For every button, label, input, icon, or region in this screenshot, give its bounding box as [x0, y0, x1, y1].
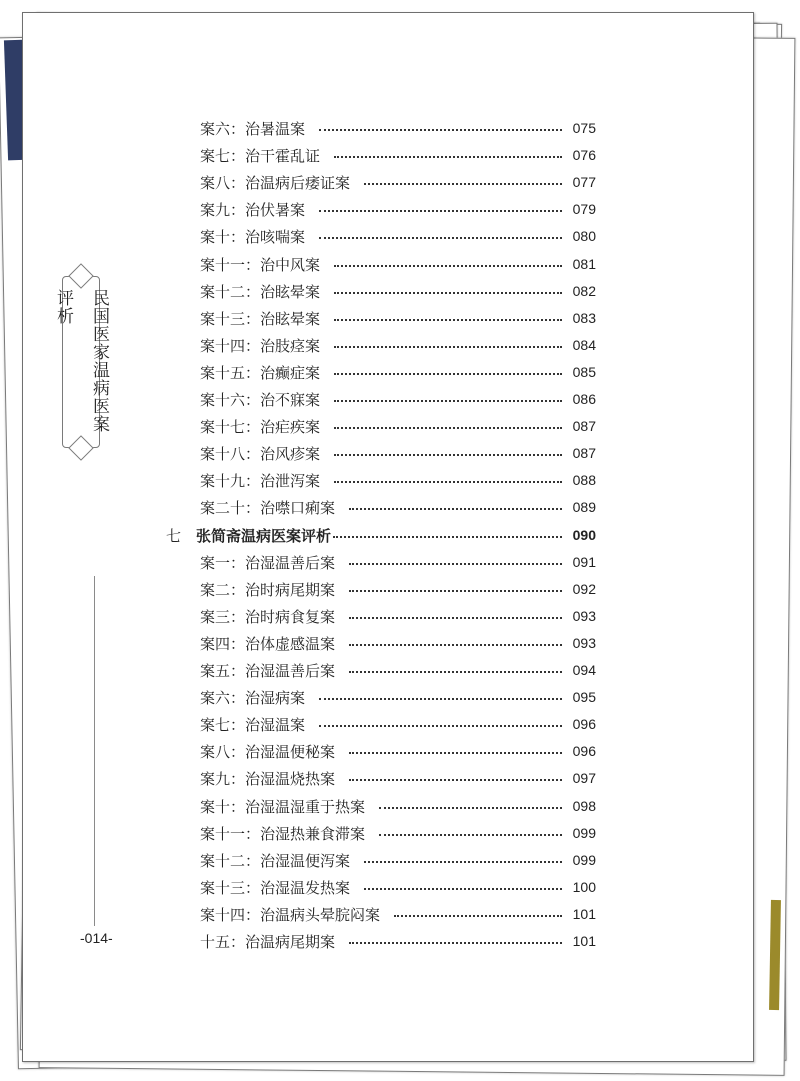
dot-leader	[333, 534, 562, 538]
toc-entry-title: 案二：治时病尾期案	[200, 580, 336, 599]
toc-page-number: 097	[572, 770, 596, 786]
toc-page-number: 095	[572, 689, 596, 705]
dot-leader	[349, 642, 562, 646]
toc-page-number: 085	[572, 364, 596, 380]
dot-leader	[334, 317, 562, 321]
toc-page-number: 088	[572, 472, 596, 488]
toc-entry-title: 案十四：治温病头晕脘闷案	[200, 905, 381, 924]
toc-entry[interactable]	[200, 278, 596, 304]
toc-entry-title: 案十二：治湿温便泻案	[200, 851, 351, 870]
toc-page-number: 099	[572, 852, 596, 868]
toc-entry[interactable]	[200, 549, 596, 575]
dot-leader	[379, 832, 562, 836]
toc-entry-title: 案九：治伏暑案	[200, 200, 306, 219]
dot-leader	[334, 371, 562, 375]
dot-leader	[319, 208, 562, 212]
toc-entry-title: 案十一：治中风案	[200, 255, 321, 274]
dot-leader	[349, 669, 562, 673]
toc-entry-title: 案十二：治眩晕案	[200, 282, 321, 301]
toc-page-number: 075	[572, 120, 596, 136]
toc-entry[interactable]	[200, 603, 596, 629]
dot-leader	[349, 615, 562, 619]
toc-page-number: 076	[572, 147, 596, 163]
toc-page-number: 100	[572, 879, 596, 895]
page-number: -014-	[80, 930, 113, 946]
toc-page-number: 087	[572, 418, 596, 434]
toc-page-number: 093	[572, 608, 596, 624]
running-title-badge	[53, 276, 109, 448]
toc-entry[interactable]	[200, 494, 596, 520]
toc-entry-title: 案五：治湿温善后案	[200, 661, 336, 680]
dot-leader	[334, 452, 562, 456]
toc-entry[interactable]	[200, 251, 596, 277]
toc-entry[interactable]	[200, 711, 596, 737]
toc-entry-title: 案四：治体虚感温案	[200, 634, 336, 653]
toc-page-number: 089	[572, 499, 596, 515]
toc-entry[interactable]	[200, 630, 596, 656]
dot-leader	[349, 777, 562, 781]
dot-leader	[349, 588, 562, 592]
toc-entry[interactable]	[200, 820, 596, 846]
toc-entry-title: 案十七：治疟疾案	[200, 417, 321, 436]
toc-entry-title: 十五：治温病尾期案	[200, 932, 336, 951]
toc-entry-title: 案三：治时病食复案	[200, 607, 336, 626]
toc-entry-title: 案十五：治癫症案	[200, 363, 321, 382]
toc-entry[interactable]	[200, 684, 596, 710]
toc-page-number: 096	[572, 743, 596, 759]
book-cover-edge	[769, 900, 781, 1010]
dot-leader	[364, 886, 562, 890]
toc-entry-title: 案七：治干霍乱证	[200, 146, 321, 165]
dot-leader	[319, 696, 562, 700]
toc-entry-title: 案八：治湿温便秘案	[200, 742, 336, 761]
toc-page-number: 084	[572, 337, 596, 353]
toc-entry-title: 案十八：治风疹案	[200, 444, 321, 463]
toc-page-number: 086	[572, 391, 596, 407]
dot-leader	[334, 344, 562, 348]
toc-entry[interactable]	[200, 440, 596, 466]
toc-entry[interactable]	[200, 738, 596, 764]
toc-entry[interactable]	[200, 305, 596, 331]
toc-entry[interactable]	[200, 847, 596, 873]
toc-entry-title: 案十：治湿温湿重于热案	[200, 797, 366, 816]
toc-entry-title: 案十三：治湿温发热案	[200, 878, 351, 897]
toc-entry[interactable]	[200, 467, 596, 493]
dot-leader	[334, 479, 562, 483]
dot-leader	[334, 263, 562, 267]
dot-leader	[334, 290, 562, 294]
dot-leader	[349, 940, 562, 944]
toc-entry-title: 案十三：治眩晕案	[200, 309, 321, 328]
toc-entry[interactable]	[200, 901, 596, 927]
toc-entry[interactable]	[200, 576, 596, 602]
dot-leader	[349, 750, 562, 754]
toc-entry[interactable]	[200, 657, 596, 683]
dot-leader	[364, 859, 562, 863]
toc-entry-title: 案六：治暑温案	[200, 119, 306, 138]
toc-entry[interactable]	[200, 413, 596, 439]
running-title: 民国医家温病医案评析	[53, 289, 109, 433]
dot-leader	[334, 398, 562, 402]
toc-entry-title: 案六：治湿病案	[200, 688, 306, 707]
toc-page-number: 077	[572, 174, 596, 190]
chapter-number: 七	[166, 526, 182, 545]
toc-page-number: 083	[572, 310, 596, 326]
toc-entry[interactable]	[200, 928, 596, 954]
toc-page-number: 080	[572, 228, 596, 244]
toc-page-number: 093	[572, 635, 596, 651]
toc-page-number: 081	[572, 256, 596, 272]
toc-entry-title: 案十一：治湿热兼食滞案	[200, 824, 366, 843]
dot-leader	[319, 235, 562, 239]
toc-entry[interactable]	[200, 115, 596, 141]
toc-entry[interactable]	[200, 169, 596, 195]
toc-page-number: 094	[572, 662, 596, 678]
margin-rule	[94, 576, 95, 926]
toc-entry-title: 张简斋温病医案评析	[196, 526, 332, 545]
toc-entry[interactable]	[200, 359, 596, 385]
dot-leader	[394, 913, 562, 917]
dot-leader	[334, 154, 562, 158]
toc-chapter-entry[interactable]	[166, 522, 596, 548]
toc-entry[interactable]	[200, 196, 596, 222]
toc-page-number: 079	[572, 201, 596, 217]
toc-entry[interactable]	[200, 386, 596, 412]
toc-page-number: 091	[572, 554, 596, 570]
toc-entry-title: 案一：治湿温善后案	[200, 553, 336, 572]
toc-page-number: 101	[572, 906, 596, 922]
toc-entry-title: 案十六：治不寐案	[200, 390, 321, 409]
toc-entry-title: 案九：治湿温烧热案	[200, 769, 336, 788]
toc-page-number: 101	[572, 933, 596, 949]
dot-leader	[364, 181, 562, 185]
dot-leader	[319, 127, 562, 131]
toc-entry-title: 案七：治湿温案	[200, 715, 306, 734]
dot-leader	[349, 506, 562, 510]
dot-leader	[379, 805, 562, 809]
toc-page-number: 098	[572, 798, 596, 814]
toc-entry[interactable]	[200, 142, 596, 168]
toc-entry-title: 案十：治咳喘案	[200, 227, 306, 246]
toc-page-number: 092	[572, 581, 596, 597]
toc-entry[interactable]	[200, 332, 596, 358]
toc-entry-title: 案十九：治泄泻案	[200, 471, 321, 490]
toc-entry-title: 案八：治温病后痿证案	[200, 173, 351, 192]
toc-entry[interactable]	[200, 793, 596, 819]
toc-entry[interactable]	[200, 223, 596, 249]
toc-page-number: 090	[572, 527, 596, 543]
toc-page-number: 099	[572, 825, 596, 841]
toc-page-number: 087	[572, 445, 596, 461]
toc-entry[interactable]	[200, 765, 596, 791]
dot-leader	[334, 425, 562, 429]
toc-entry-title: 案十四：治肢痉案	[200, 336, 321, 355]
dot-leader	[349, 561, 562, 565]
toc-entry-title: 案二十：治噤口痢案	[200, 498, 336, 517]
toc-page-number: 082	[572, 283, 596, 299]
toc-entry[interactable]	[200, 874, 596, 900]
toc-page-number: 096	[572, 716, 596, 732]
dot-leader	[319, 723, 562, 727]
